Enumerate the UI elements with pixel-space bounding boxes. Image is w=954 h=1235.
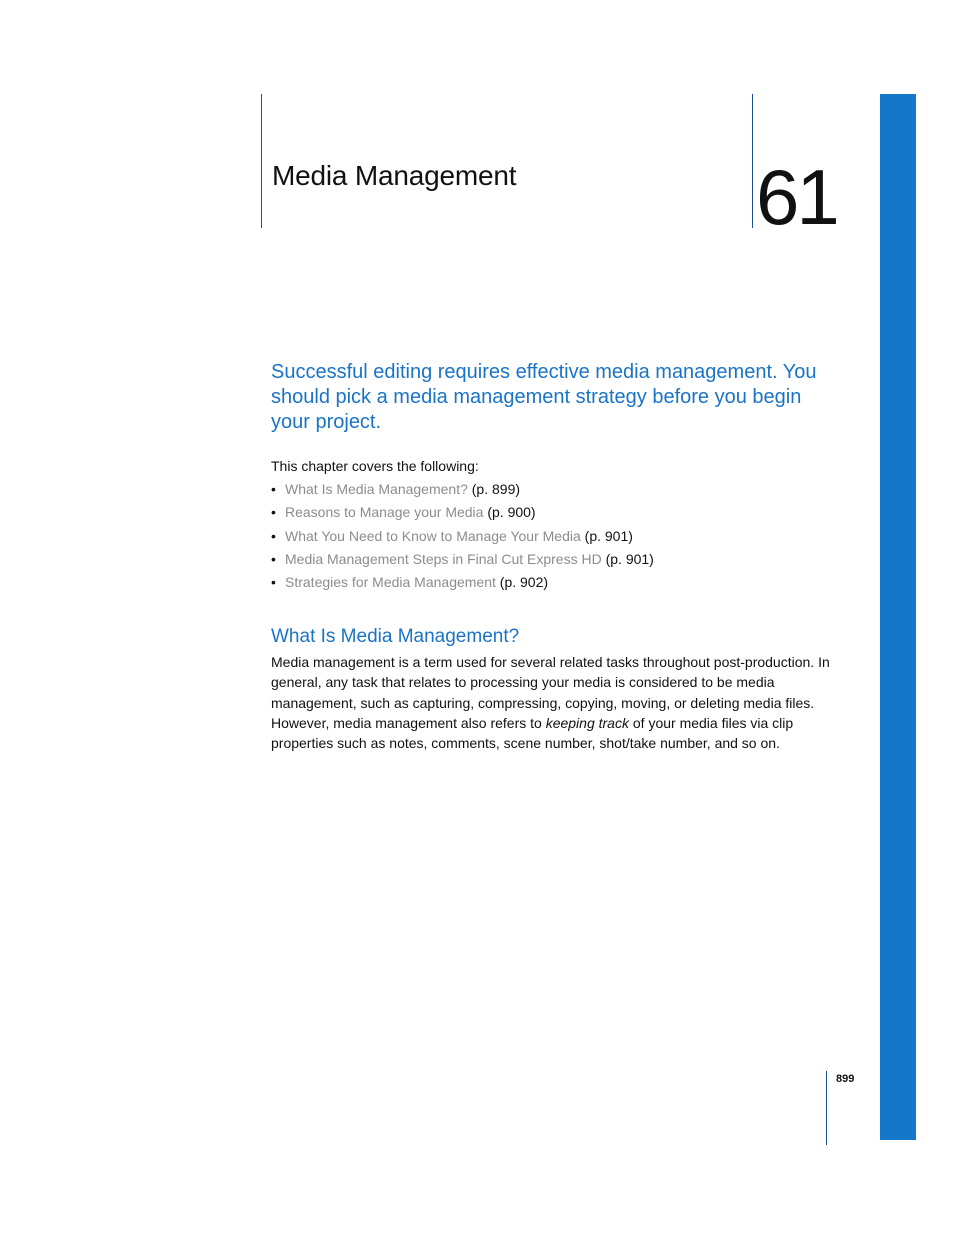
page-number: 899 (836, 1073, 855, 1085)
intro-paragraph: Successful editing requires effective media management. You should pick a media management strategy before you begin your project. (271, 361, 817, 433)
toc-link-what-is-media-management[interactable]: What Is Media Management? (285, 481, 468, 497)
bullet: • (271, 574, 276, 591)
bullet: • (271, 481, 276, 497)
toc-link-what-you-need-to-know[interactable]: What You Need to Know to Manage Your Media (285, 527, 581, 544)
toc-link-reasons-to-manage[interactable]: Reasons to Manage your Media (285, 504, 484, 521)
bullet: • (271, 527, 276, 544)
chapter-title: Media Management (272, 160, 517, 191)
section-body (271, 652, 831, 753)
toc-list (271, 479, 654, 595)
title-left-rule (261, 94, 262, 228)
toc-item (271, 502, 654, 525)
toc-item (271, 479, 654, 502)
toc-page-ref: (p. 902) (499, 574, 549, 591)
covers-label: This chapter covers the following: (271, 458, 479, 474)
chapter-number: 61 (756, 153, 837, 241)
number-left-rule (752, 94, 753, 228)
toc-page-ref: (p. 899) (471, 481, 521, 497)
chapter-side-tab (880, 94, 916, 1140)
toc-link-media-management-steps[interactable]: Media Management Steps in Final Cut Express HD (285, 550, 602, 567)
body-emphasis: keeping track (545, 714, 629, 731)
toc-link-strategies[interactable]: Strategies for Media Management (285, 574, 496, 591)
toc-page-ref: (p. 900) (487, 504, 536, 521)
toc-page-ref: (p. 901) (584, 527, 633, 544)
bullet: • (271, 504, 276, 521)
footer-rule (826, 1071, 827, 1145)
toc-item (271, 549, 654, 572)
toc-page-ref: (p. 901) (605, 550, 654, 567)
body-text-part1: Media management is a term used for several related tasks throughout post-production. In general, any task that relates to processing your media is considered to be media management, such as capturing, compressing, copying, moving, or deleting media files. However, media management also refers to (271, 654, 830, 731)
bullet: • (271, 550, 276, 567)
section-heading: What Is Media Management? (271, 626, 520, 647)
body-text-part2: of your media files via clip properties such as notes, comments, scene number, shot/take number, and so on. (271, 714, 794, 752)
toc-item (271, 526, 654, 549)
toc-item (271, 572, 654, 595)
